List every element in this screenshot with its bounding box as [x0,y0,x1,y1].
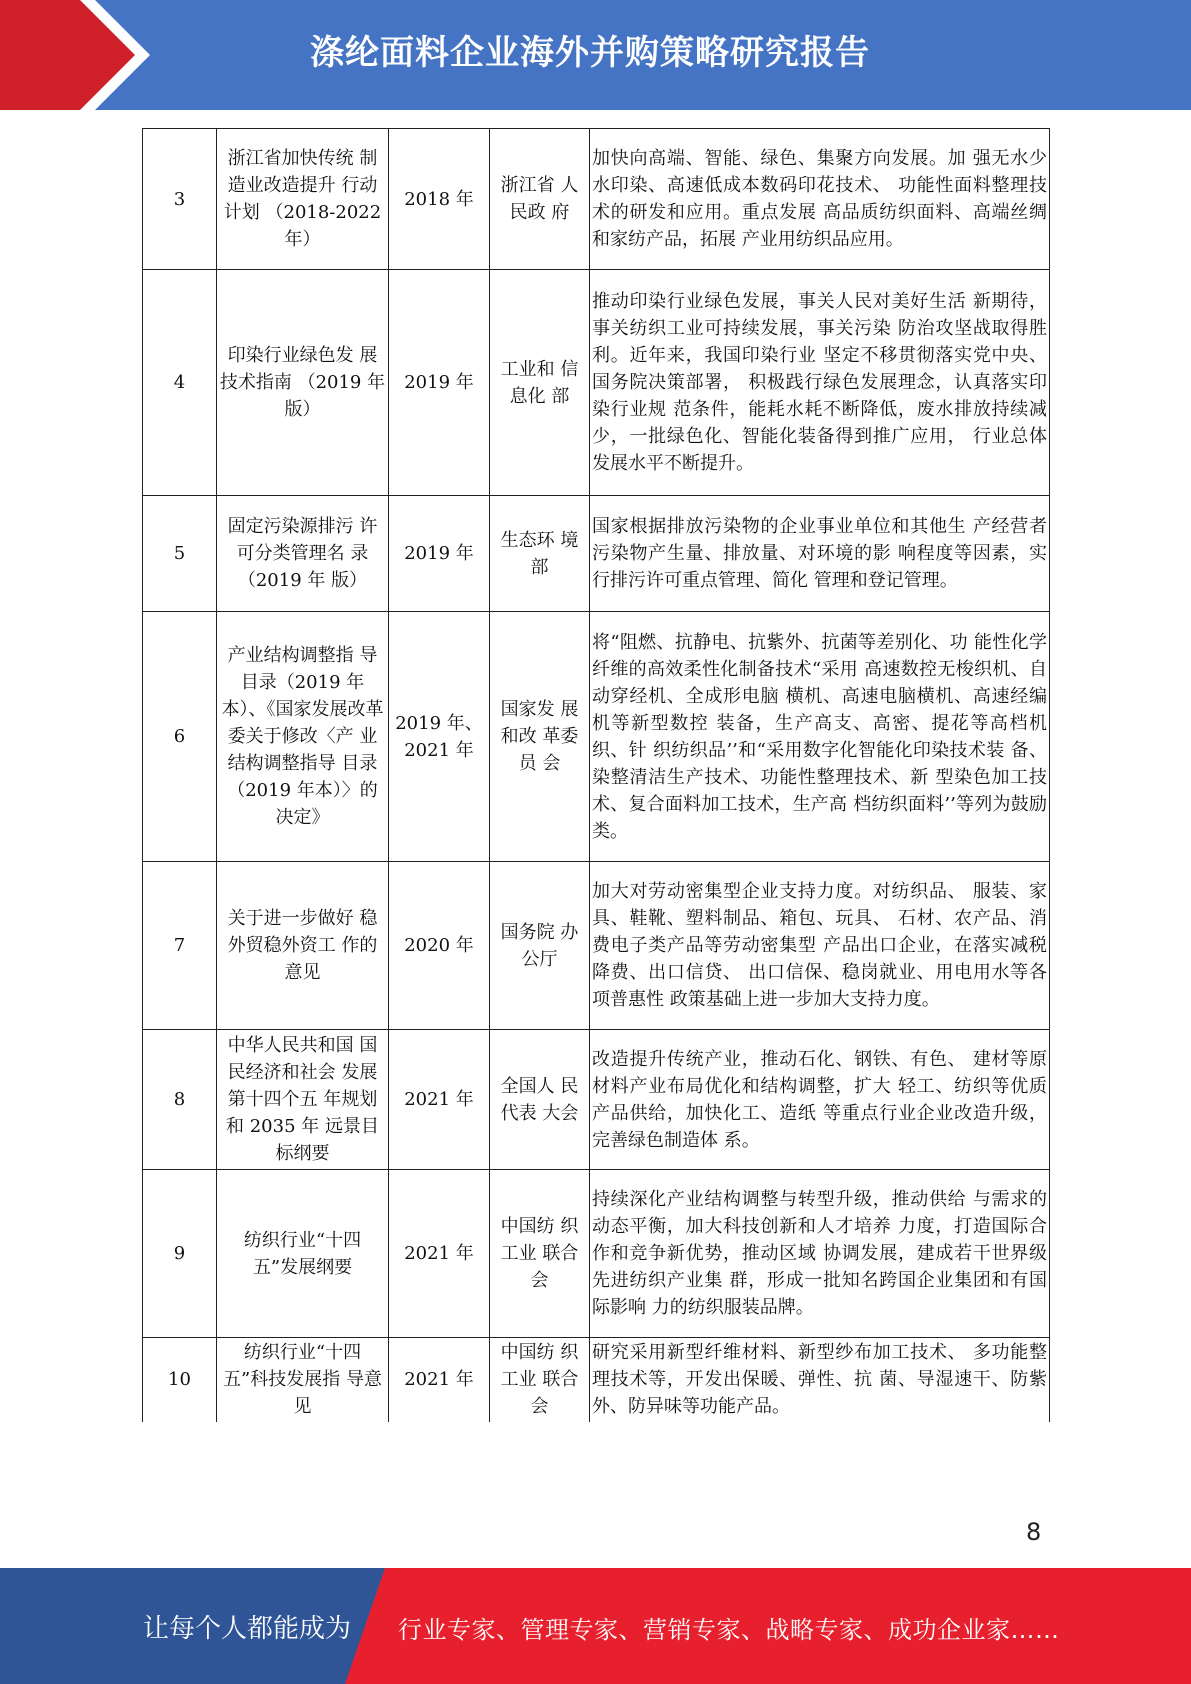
table-row [143,496,1050,612]
policy-name: 印染行业绿色发 展技术指南 （2019 年版） [217,270,389,496]
policy-content: 加大对劳动密集型企业支持力度。对纺织品、 服装、家具、鞋靴、塑料制品、箱包、玩具、 石材、农产品、消费电子类产品等劳动密集型 产品出口企业，在落实减税降费、出口信贷、 出口信保、稳岗就业、用电用水等各项普惠性 政策基础上进一步加大支持力度。 [590,862,1050,1030]
row-number: 4 [143,270,217,496]
policy-year: 2019 年 [389,496,490,612]
policy-content: 研究采用新型纤维材料、新型纱布加工技术、 多功能整理技术等，开发出保暖、弹性、抗 菌、导湿速干、防紫外、防异味等功能产品。 [590,1338,1050,1422]
row-number: 6 [143,612,217,862]
policy-content: 持续深化产业结构调整与转型升级，推动供给 与需求的动态平衡，加大科技创新和人才培养 力度，打造国际合作和竞争新优势，推动区域 协调发展，建成若干世界级先进纺织产业集 群，形成一批知名跨国企业集团和有国际影响 力的纺织服装品牌。 [590,1170,1050,1338]
policy-content: 改造提升传统产业，推动石化、钢铁、有色、 建材等原材料产业布局优化和结构调整，扩大 轻工、纺织等优质产品供给，加快化工、造纸 等重点行业企业改造升级，完善绿色制造体 系。 [590,1030,1050,1170]
policy-content: 将“阻燃、抗静电、抗紫外、抗菌等差别化、功 能性化学纤维的高效柔性化制备技术“采用 高速数控无梭织机、自动穿经机、全成形电脑 横机、高速电脑横机、高速经编机等新型数控 装备，生产高支、高密、提花等高档机织、针 织纺织品’’和“采用数字化智能化印染技术装 备、染整清洁生产技术、功能性整理技术、新 型染色加工技术、复合面料加工技术，生产高 档纺织面料’’等列为鼓励类。 [590,612,1050,862]
footer-slogan-right: 行业专家、管理专家、营销专家、战略专家、成功企业家…… [398,1616,1060,1644]
issuing-department: 全国人 民代表 大会 [490,1030,590,1170]
policy-name: 纺织行业“十四 五”发展纲要 [217,1170,389,1338]
row-number: 8 [143,1030,217,1170]
page-number: 8 [1026,1518,1042,1546]
page-header [0,0,1191,110]
row-number: 10 [143,1338,217,1422]
table-row [143,1338,1050,1422]
table-row [143,270,1050,496]
policy-table [142,128,1050,1422]
policy-year: 2020 年 [389,862,490,1030]
row-number: 7 [143,862,217,1030]
policy-year: 2021 年 [389,1030,490,1170]
table-row [143,129,1050,270]
policy-name: 纺织行业“十四 五”科技发展指 导意见 [217,1338,389,1422]
policy-name: 浙江省加快传统 制造业改造提升 行动计划 （2018-2022 年） [217,129,389,270]
table-row [143,1030,1050,1170]
footer-slogan-left: 让每个人都能成为 [143,1614,352,1644]
policy-content: 加快向高端、智能、绿色、集聚方向发展。加 强无水少水印染、高速低成本数码印花技术、 功能性面料整理技术的研发和应用。重点发展 高品质纺织面料、高端丝绸和家纺产品，拓展 产业用纺织品应用。 [590,129,1050,270]
policy-year: 2019 年、2021 年 [389,612,490,862]
table-row [143,862,1050,1030]
table-row [143,612,1050,862]
row-number: 9 [143,1170,217,1338]
policy-year: 2021 年 [389,1170,490,1338]
policy-name: 中华人民共和国 国民经济和社会 发展第十四个五 年规划和 2035 年 远景目标纲要 [217,1030,389,1170]
policy-content: 国家根据排放污染物的企业事业单位和其他生 产经营者污染物产生量、排放量、对环境的影 响程度等因素，实行排污许可重点管理、简化 管理和登记管理。 [590,496,1050,612]
issuing-department: 工业和 信息化 部 [490,270,590,496]
policy-name: 关于进一步做好 稳外贸稳外资工 作的意见 [217,862,389,1030]
policy-name: 固定污染源排污 许可分类管理名 录（2019 年 版） [217,496,389,612]
issuing-department: 生态环 境部 [490,496,590,612]
issuing-department: 中国纺 织工业 联合会 [490,1338,590,1422]
issuing-department: 国家发 展和改 革委员 会 [490,612,590,862]
policy-name: 产业结构调整指 导目录（2019 年本）、《国家发展改革 委关于修改〈产 业结构调整指导 目录（2019 年本）〉的决定》 [217,612,389,862]
issuing-department: 国务院 办公厅 [490,862,590,1030]
page-footer [0,1568,1191,1684]
row-number: 5 [143,496,217,612]
issuing-department: 中国纺 织工业 联合会 [490,1170,590,1338]
row-number: 3 [143,129,217,270]
policy-content: 推动印染行业绿色发展，事关人民对美好生活 新期待，事关纺织工业可持续发展，事关污染 防治攻坚战取得胜利。近年来，我国印染行业 坚定不移贯彻落实党中央、国务院决策部署， 积极践行绿色发展理念，认真落实印染行业规 范条件，能耗水耗不断降低，废水排放持续减 少，一批绿色化、智能化装备得到推广应用， 行业总体发展水平不断提升。 [590,270,1050,496]
table-row [143,1170,1050,1338]
page-title: 涤纶面料企业海外并购策略研究报告 [310,33,870,73]
policy-year: 2018 年 [389,129,490,270]
policy-year: 2019 年 [389,270,490,496]
issuing-department: 浙江省 人民政 府 [490,129,590,270]
policy-year: 2021 年 [389,1338,490,1422]
